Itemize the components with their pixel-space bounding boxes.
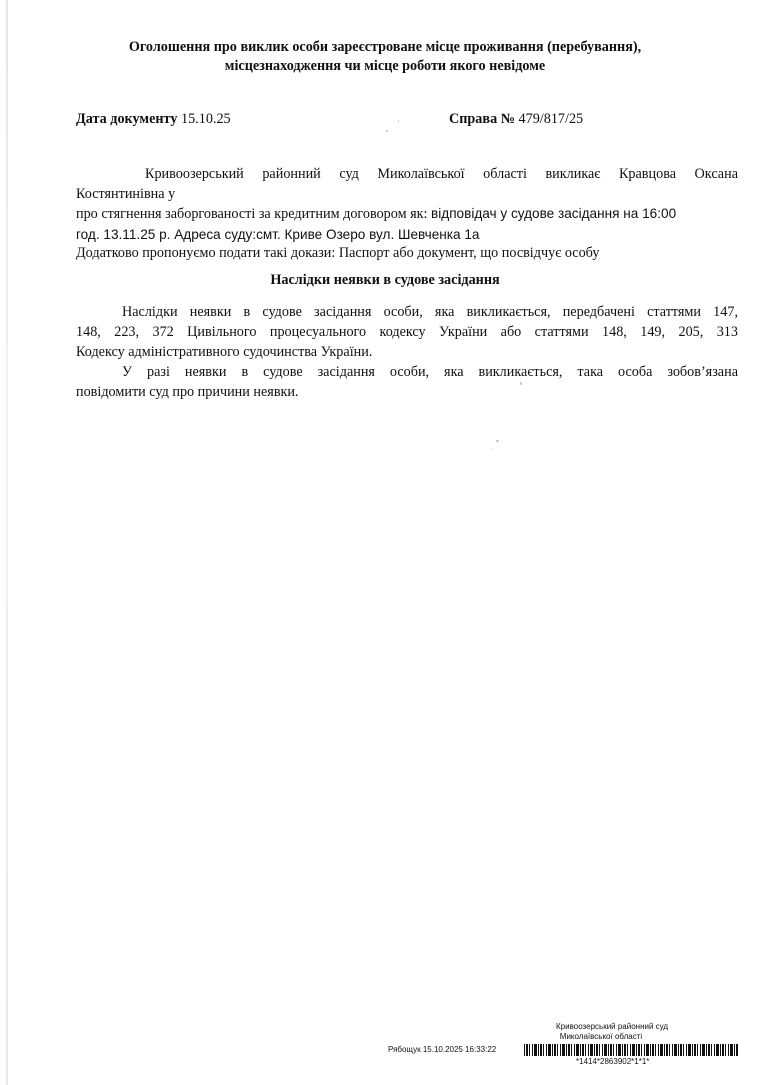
scan-speck: [492, 448, 493, 449]
document-date-value: 15.10.25: [180, 111, 231, 127]
document-date: [76, 110, 231, 128]
summons-paragraph: [76, 165, 738, 264]
case-number: [449, 110, 583, 128]
case-number-value: 479/817/25: [518, 111, 584, 127]
stamp-court-line-2: Миколаївської області: [559, 1032, 643, 1041]
consequences-line: Наслідки неявки в судове засідання особи, яка викликається, передбачені статтями 147,: [122, 304, 738, 320]
summons-line: Кривоозерський районний суд Миколаївської області викликає Кравцова Оксана: [145, 166, 738, 182]
consequences-line: повідомити суд про причини неявки.: [76, 384, 299, 400]
document-title: [60, 38, 710, 76]
consequences-line: Кодексу адміністративного судочинства України.: [76, 344, 373, 360]
stamp-court-name: [556, 1022, 669, 1042]
consequences-line: У разі неявки в судове засідання особи, яка викликається, така особа зобов’язана: [122, 364, 738, 380]
consequences-text: [76, 302, 738, 402]
barcode-icon: [524, 1044, 738, 1056]
consequences-heading: Наслідки неявки в судове засідання: [270, 272, 500, 288]
stamp-barcode-code: *1414*2863902*1*1*: [576, 1057, 650, 1066]
document-title-line-2: місцезнаходження чи місце роботи якого невідоме: [224, 58, 546, 74]
case-number-label: Справа №: [449, 111, 515, 127]
consequences-line: 148, 223, 372 Цивільного процесуального кодексу України або статтями 148, 149, 205, 313: [76, 324, 738, 340]
stamp-court-line-1: Кривоозерський районний суд: [556, 1022, 669, 1031]
stamp-signature-row: [388, 1044, 740, 1056]
summons-role-time: відповідач у судове засідання на 16:00: [431, 206, 677, 221]
electronic-signature-stamp: [380, 1022, 740, 1072]
scan-speck: [496, 440, 499, 442]
document-title-line-1: Оголошення про виклик особи зареєстроване місце проживання (перебування),: [128, 39, 642, 55]
scan-edge-shadow: [6, 0, 8, 1085]
scan-speck: [520, 382, 522, 385]
stamp-signer: Рябощук 15.10.2025 16:33:22: [388, 1045, 497, 1054]
summons-line: Костянтинівна у: [76, 185, 176, 202]
summons-subject: про стягнення заборгованості за кредитним договором як:: [76, 206, 432, 222]
scan-speck: [386, 130, 388, 132]
summons-line: [76, 204, 738, 225]
summons-line: год. 13.11.25 р. Адреса суду:смт. Криве Озеро вул. Шевченка 1а: [76, 226, 480, 242]
document-date-label: Дата документу: [76, 111, 178, 127]
summons-line: Додатково пропонуємо подати такі докази: Паспорт або документ, що посвідчує особу: [76, 245, 600, 261]
scan-speck: [398, 120, 399, 122]
